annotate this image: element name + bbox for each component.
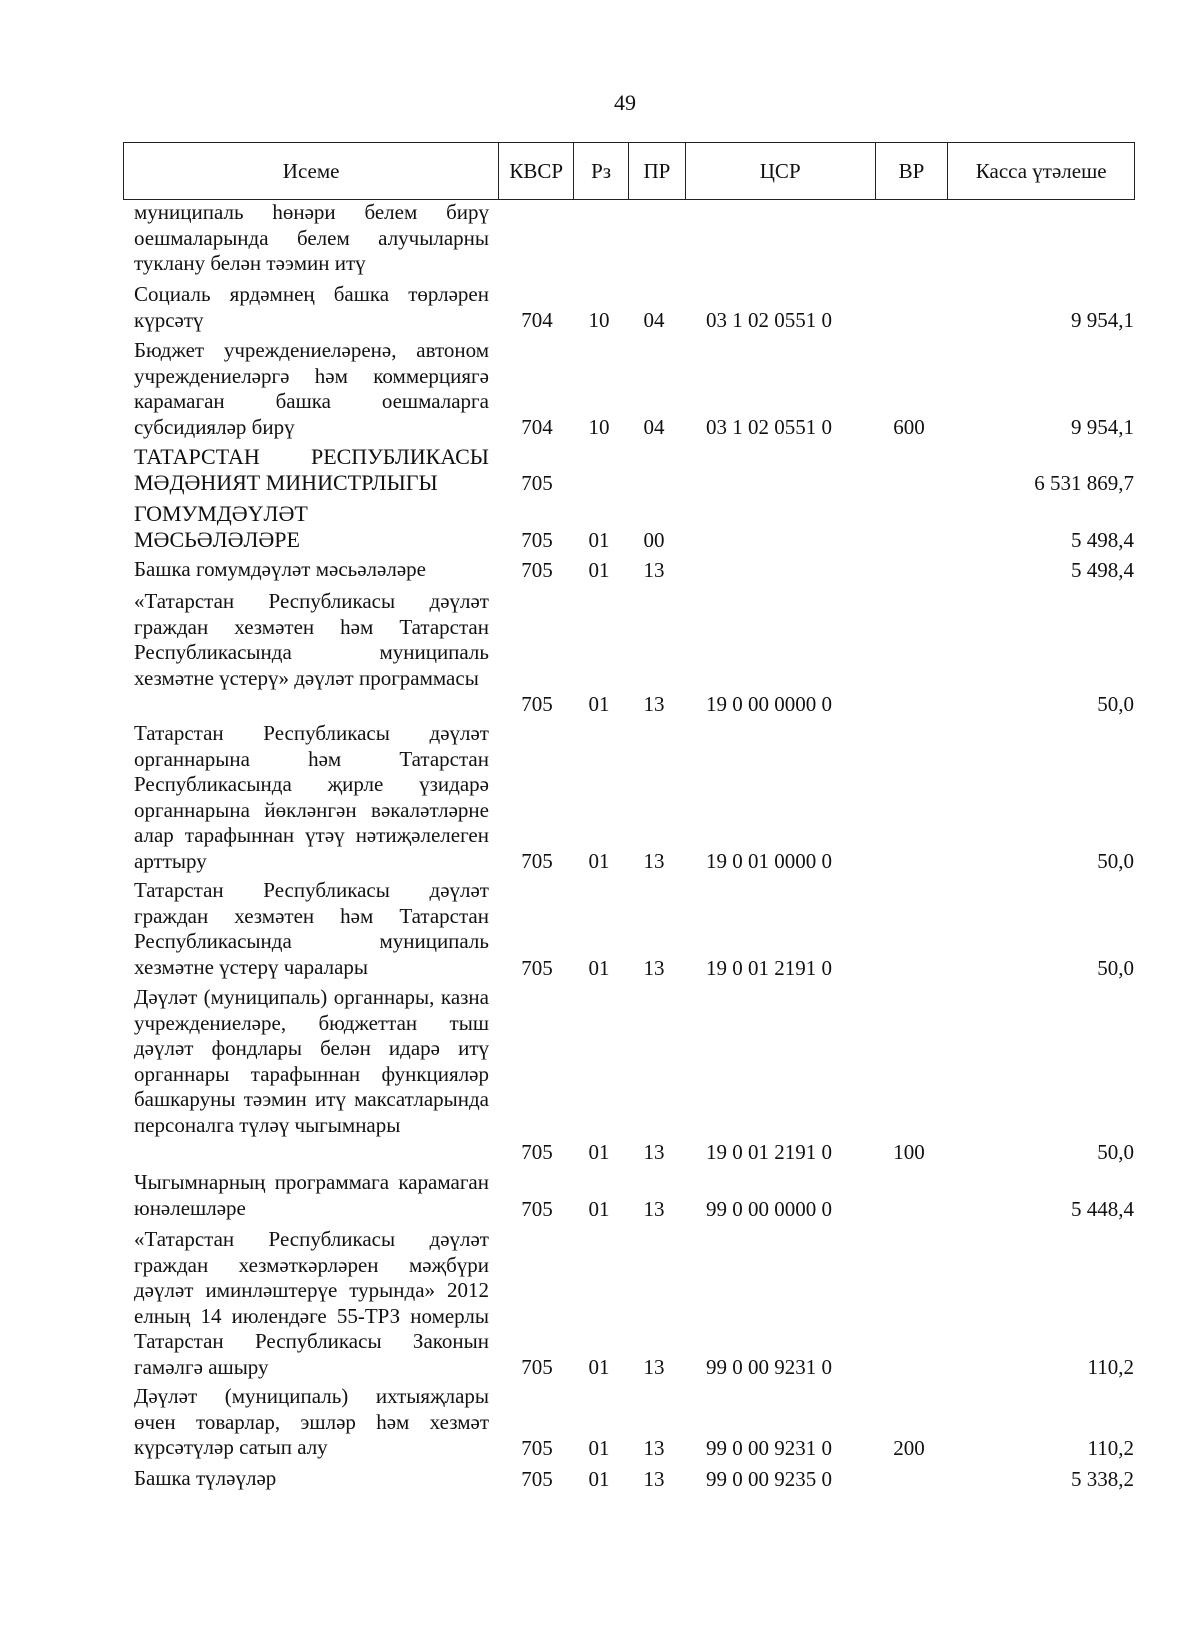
row-csr: 99 0 00 0000 0: [706, 1196, 832, 1221]
table-row: [134, 589, 1134, 717]
row-name: Бюджет учреждениеләренә, автоном учреждениеләргә һәм коммерциягә карамаган башка оешмаларга субсидияләр бирү: [134, 338, 489, 439]
row-kvsr: 705: [521, 1196, 553, 1221]
row-pr: 13: [643, 691, 665, 716]
header-csr: ЦСР: [686, 143, 876, 199]
row-pr: 13: [643, 848, 665, 873]
row-rz: 01: [588, 691, 610, 716]
row-pr: 13: [643, 557, 665, 582]
row-rz: 01: [588, 557, 610, 582]
row-amount: 50,0: [1097, 1139, 1134, 1164]
row-pr: 13: [643, 955, 665, 980]
row-csr: 99 0 00 9231 0: [706, 1435, 832, 1460]
row-amount: 50,0: [1097, 848, 1134, 873]
table-row: [134, 1466, 1134, 1492]
row-csr: 19 0 01 2191 0: [706, 1139, 832, 1164]
row-name: «Татарстан Республикасы дәүләт граждан хезмәтен һәм Татарстан Республикасында муниципаль хезмәтне үстерү» дәүләт программасы: [134, 589, 489, 690]
row-kvsr: 705: [521, 557, 553, 582]
row-pr: 00: [643, 527, 665, 552]
row-name: ТАТАРСТАН РЕСПУБЛИКАСЫ МӘДӘНИЯТ МИНИСТРЛЫГЫ: [134, 444, 489, 495]
row-name: Татарстан Республикасы дәүләт граждан хезмәтен һәм Татарстан Республикасында муниципаль хезмәтне үстерү чаралары: [134, 878, 489, 979]
row-pr: 13: [643, 1139, 665, 1164]
row-kvsr: 705: [521, 955, 553, 980]
row-kvsr: 705: [521, 527, 553, 552]
table-row: [134, 557, 1134, 583]
row-rz: 01: [588, 1354, 610, 1379]
row-amount: 5 338,2: [1071, 1466, 1134, 1491]
row-rz: 10: [588, 414, 610, 439]
row-rz: 01: [588, 1196, 610, 1221]
row-amount: 9 954,1: [1071, 307, 1134, 332]
row-rz: 01: [588, 1466, 610, 1491]
row-csr: 19 0 01 2191 0: [706, 955, 832, 980]
row-amount: 5 448,4: [1071, 1196, 1134, 1221]
row-amount: 5 498,4: [1071, 527, 1134, 552]
row-kvsr: 705: [521, 1354, 553, 1379]
table-row: [134, 444, 1134, 496]
header-name: Исеме: [124, 143, 499, 199]
row-amount: 9 954,1: [1071, 414, 1134, 439]
row-name: ГОМУМДӘҮЛӘТ МӘСЬӘЛӘЛӘРЕ: [134, 501, 308, 552]
table-row: [134, 1170, 1134, 1222]
row-name: Чыгымнарның программага карамаган юнәлешләре: [134, 1170, 489, 1220]
row-csr: 19 0 00 0000 0: [706, 691, 832, 716]
row-kvsr: 705: [521, 1139, 553, 1164]
row-pr: 13: [643, 1466, 665, 1491]
row-pr: 13: [643, 1354, 665, 1379]
table-header: [123, 142, 1135, 200]
table-row: [134, 282, 1134, 333]
row-name: «Татарстан Республикасы дәүләт граждан хезмәткәрләрен мәҗбүри дәүләт иминләштерүе турында» 2012 елның 14 июлендәге 55-ТРЗ номерлы Татарстан Республикасы Законын гамәлгә ашыру: [134, 1227, 489, 1379]
row-amount: 5 498,4: [1071, 557, 1134, 582]
row-name: Башка түләүләр: [134, 1466, 277, 1490]
row-amount: 50,0: [1097, 691, 1134, 716]
row-name: Татарстан Республикасы дәүләт органнарына һәм Татарстан Республикасында җирле үзидарә органнарына йөкләнгән вәкаләтләрне алар тарафыннан үтәү нәтиҗәлелеген арттыру: [134, 721, 489, 873]
table-row: [134, 1384, 1134, 1461]
table-row: [134, 985, 1134, 1165]
row-name: муниципаль һөнәри белем бирү оешмаларында белем алучыларны туклану белән тәэмин итү: [134, 200, 489, 275]
row-name: Социаль ярдәмнең башка төрләрен күрсәтү: [134, 282, 489, 332]
row-name: Дәүләт (муниципаль) ихтыяҗлары өчен товарлар, эшләр һәм хезмәт күрсәтүләр сатып алу: [134, 1384, 489, 1459]
header-kvsr: КВСР: [499, 143, 574, 199]
row-kvsr: 705: [521, 691, 553, 716]
row-pr: 13: [643, 1196, 665, 1221]
row-rz: 01: [588, 848, 610, 873]
header-kassa: Касса үтәлеше: [975, 159, 1107, 183]
row-rz: 01: [588, 955, 610, 980]
row-pr: 04: [643, 414, 665, 439]
table-row: [134, 200, 1134, 277]
header-vr: ВР: [876, 143, 949, 199]
page-number: 49: [614, 90, 636, 115]
row-rz: 01: [588, 527, 610, 552]
table-row: [134, 878, 1134, 981]
row-kvsr: 704: [521, 414, 553, 439]
header-rz: Рз: [574, 143, 629, 199]
row-csr: 19 0 01 0000 0: [706, 848, 832, 873]
row-vr: 100: [893, 1139, 925, 1164]
row-pr: 13: [643, 1435, 665, 1460]
row-name: Дәүләт (муниципаль) органнары, казна учреждениеләре, бюджеттан тыш дәүләт фондлары белән идарә итү органнары тарафыннан функцияләр башкаруны тәэмин итү максатларында персоналга түләү чыгымнары: [134, 985, 489, 1137]
row-kvsr: 704: [521, 307, 553, 332]
table-row: [134, 501, 1134, 553]
row-name: Башка гомумдәүләт мәсьәләләре: [134, 557, 426, 581]
row-amount: 50,0: [1097, 955, 1134, 980]
row-amount: 6 531 869,7: [1034, 470, 1134, 495]
row-amount: 110,2: [1087, 1354, 1134, 1379]
row-kvsr: 705: [521, 848, 553, 873]
row-csr: 99 0 00 9231 0: [706, 1354, 832, 1379]
table-row: [134, 338, 1134, 440]
row-kvsr: 705: [521, 470, 553, 495]
row-rz: 10: [588, 307, 610, 332]
header-pr: ПР: [629, 143, 686, 199]
row-csr: 99 0 00 9235 0: [706, 1466, 832, 1491]
table-row: [134, 721, 1134, 874]
row-rz: 01: [588, 1435, 610, 1460]
row-csr: 03 1 02 0551 0: [706, 307, 832, 332]
row-vr: 200: [893, 1435, 925, 1460]
row-rz: 01: [588, 1139, 610, 1164]
row-csr: 03 1 02 0551 0: [706, 414, 832, 439]
row-kvsr: 705: [521, 1466, 553, 1491]
row-amount: 110,2: [1087, 1435, 1134, 1460]
row-pr: 04: [643, 307, 665, 332]
row-vr: 600: [893, 414, 925, 439]
table-row: [134, 1227, 1134, 1380]
row-kvsr: 705: [521, 1435, 553, 1460]
